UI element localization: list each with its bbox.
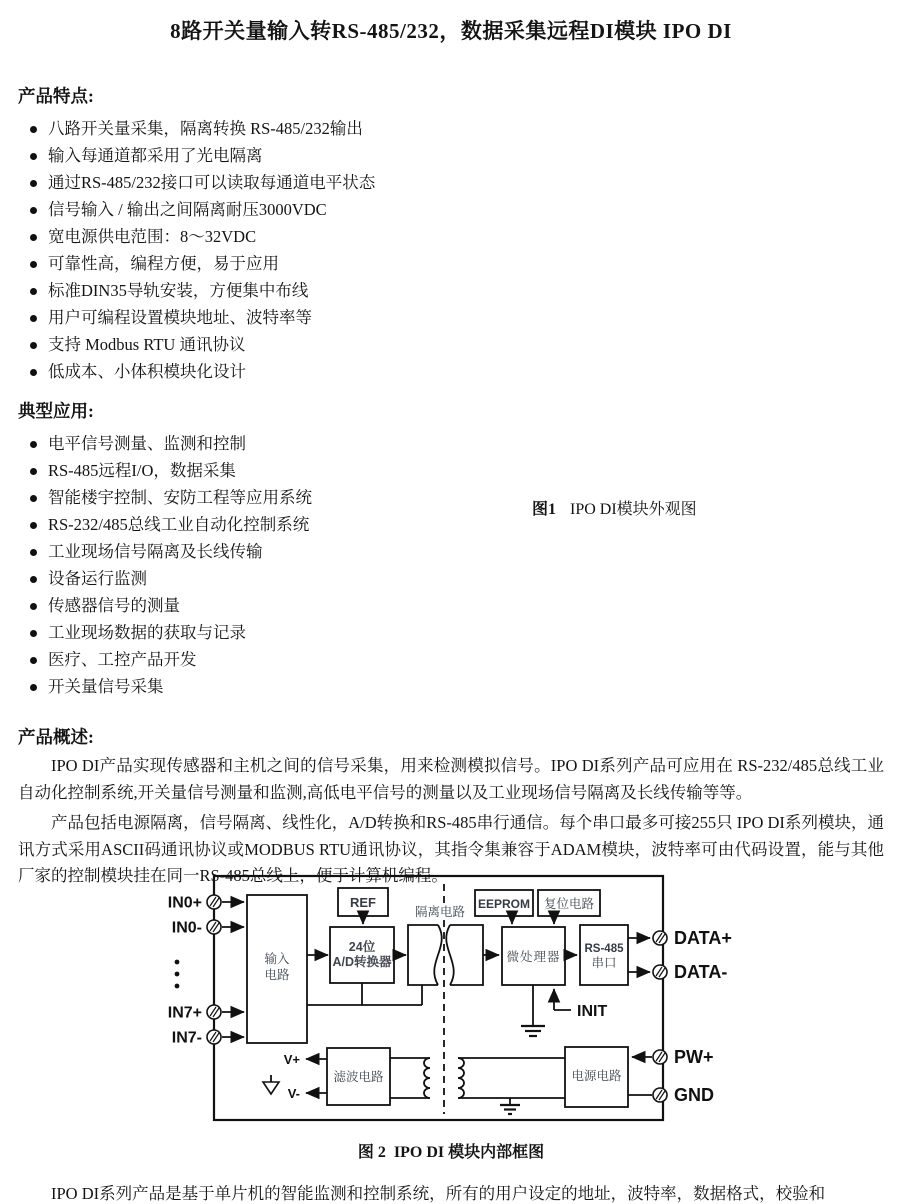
footer-paragraph: IPO DI系列产品是基于单片机的智能监测和控制系统，所有的用户设定的地址，波特率，数据格式，校验和 [51,1183,826,1203]
list-item: 支持 Modbus RTU 通讯协议 [48,331,902,358]
applications-heading: 典型应用: [18,401,94,421]
ground-icon [500,1098,520,1114]
svg-text:滤波电路: 滤波电路 [333,1070,384,1084]
screw-terminal-icon [653,931,667,1102]
transformer-icon [390,1058,565,1098]
svg-text:串口: 串口 [591,956,617,970]
list-item: 输入每通道都采用了光电隔离 [48,142,902,169]
svg-text:V-: V- [287,1086,300,1101]
isolation-block-right [446,925,483,985]
list-item: 用户可编程设置模块地址、波特率等 [48,304,902,331]
list-item: 八路开关量采集，隔离转换 RS-485/232输出 [48,115,902,142]
chassis-ground-icon [263,1075,279,1094]
svg-text:A/D转换器: A/D转换器 [332,955,392,969]
list-item: 宽电源供电范围：8～32VDC [48,223,902,250]
isolation-block-left [408,925,442,985]
input-circuit-block [247,895,307,1043]
terminal-label: IN7- [171,1029,202,1047]
ground-icon [521,985,545,1036]
figure2-caption [0,1139,902,1162]
svg-text:输入: 输入 [264,952,290,966]
init-label [554,989,607,1020]
list-item: 标准DIN35导轨安装，方便集中布线 [48,277,902,304]
list-item: 工业现场信号隔离及长线传输 [48,538,902,565]
list-item: RS-485远程I/O，数据采集 [48,457,902,484]
figure1-text: IPO DI模块外观图 [570,501,697,518]
eeprom-block [475,890,533,924]
figure2-label: 图 2 [357,1144,386,1161]
svg-text:隔离电路: 隔离电路 [414,905,466,919]
rs485-block [580,925,628,985]
ellipsis-dots-icon [175,960,180,989]
list-item: 通过RS-485/232接口可以读取每通道电平状态 [48,169,902,196]
mcu-block [502,927,565,985]
list-item: 设备运行监测 [48,565,902,592]
figure1-label: 图1 [532,501,557,518]
terminal-label: GND [674,1085,714,1105]
svg-text:微处理器: 微处理器 [506,950,561,964]
overview-heading: 产品概述: [18,727,94,747]
list-item: 可靠性高，编程方便，易于应用 [48,250,902,277]
terminal-label: IN7+ [167,1004,202,1022]
list-item: 低成本、小体积模块化设计 [48,358,902,385]
svg-text:V+: V+ [283,1052,300,1067]
list-item: 传感器信号的测量 [48,592,902,619]
list-item: 工业现场数据的获取与记录 [48,619,902,646]
list-item: 信号输入 / 输出之间隔离耐压3000VDC [48,196,902,223]
filter-circuit-block [327,1048,390,1105]
list-item: 智能楼宇控制、安防工程等应用系统 [48,484,902,511]
list-item: 电平信号测量、监测和控制 [48,430,902,457]
list-item: RS-232/485总线工业自动化控制系统 [48,511,902,538]
reset-circuit-block [538,890,600,924]
page-title: 8路开关量输入转RS-485/232，数据采集远程DI模块 IPO DI [170,19,732,43]
isolation-label [410,903,470,919]
list-item: 医疗、工控产品开发 [48,646,902,673]
svg-text:复位电路: 复位电路 [543,897,595,911]
terminal-label: DATA+ [674,928,732,948]
ref-block [338,888,388,924]
adc-block [330,927,394,983]
figure2-text: IPO DI 模块内部框图 [393,1144,545,1161]
svg-text:REF: REF [350,895,376,910]
overview-paragraph: 产品包括电源隔离，信号隔离、线性化，A/D转换和RS-485串行通信。每个串口最多可接255只 IPO DI系列模块，通讯方式采用ASCII码通讯协议或MODBUS RTU通讯协议，其指令集兼容于ADAM模块，波特率可由代码设置，能与其他厂家的控制模块挂在同一RS-485总线上，便于计算机编程。 [18,813,884,885]
features-list [0,115,902,385]
vplus-output [284,1052,327,1067]
block-diagram [150,862,795,1154]
terminal-label: PW+ [674,1047,714,1067]
power-circuit-block [565,1047,628,1107]
terminal-label: IN0+ [167,894,202,912]
right-terminals [653,928,732,1105]
vminus-output [288,1086,327,1101]
svg-text:EEPROM: EEPROM [477,897,531,911]
applications-list [0,430,902,700]
svg-text:电源电路: 电源电路 [571,1069,622,1083]
svg-text:INIT: INIT [577,1003,608,1020]
terminal-label: IN0- [171,919,202,937]
signal-bus [307,983,422,1005]
terminal-label: DATA- [674,962,728,982]
features-heading: 产品特点: [18,86,94,106]
svg-text:RS-485: RS-485 [584,943,624,955]
figure1-caption [532,496,697,519]
left-terminals [168,895,244,1047]
svg-text:24位: 24位 [348,940,376,954]
svg-text:电路: 电路 [264,968,290,982]
overview-paragraph: IPO DI产品实现传感器和主机之间的信号采集，用来检测模拟信号。IPO DI系列产品可应用在 RS-232/485总线工业自动化控制系统,开关量信号测量和监测,高低电平信号的测量以及工业现场信号隔离及长线传输等等。 [18,756,884,802]
list-item: 开关量信号采集 [48,673,902,700]
